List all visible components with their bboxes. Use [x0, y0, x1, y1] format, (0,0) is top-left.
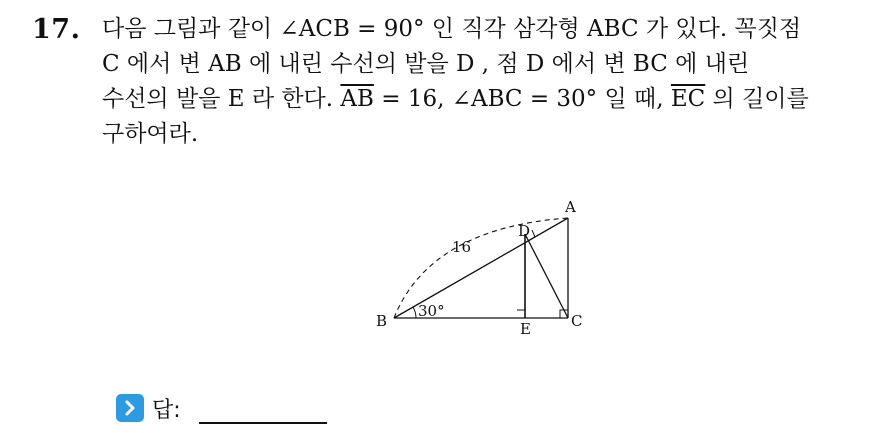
right-angle-mark-e	[517, 310, 525, 318]
label-d: D	[518, 222, 531, 240]
label-angle-30: 30°	[418, 302, 445, 320]
problem-text-segment: 의 길이를	[705, 86, 809, 112]
problem-statement	[102, 12, 872, 152]
problem-text-segment: 다음 그림과 같이 ∠ACB = 90° 인 직각 삼각형 ABC 가 있다. 꼭짓점	[102, 16, 802, 42]
problem-line-2	[102, 47, 872, 82]
label-c: C	[571, 312, 583, 330]
segment-ab-notation: $\overline{AB}$	[340, 86, 374, 112]
label-a: A	[565, 198, 576, 216]
label-b: B	[376, 312, 388, 330]
problem-line-3	[102, 82, 872, 117]
label-length-16: 16	[452, 238, 472, 256]
problem-text-segment: 수선의 발을 E 라 한다.	[102, 86, 341, 112]
answer-row	[116, 392, 327, 424]
triangle-figure	[360, 188, 620, 348]
problem-number: 17.	[32, 14, 81, 45]
label-e: E	[520, 320, 531, 338]
segment-ec-notation: $\overline{EC}$	[670, 86, 706, 112]
chevron-right-icon	[116, 394, 144, 422]
problem-line-4	[102, 117, 872, 152]
problem-text-segment: = 16, ∠ABC = 30° 일 때,	[373, 86, 671, 112]
problem-text-segment: 구하여라.	[102, 121, 199, 147]
triangle-diagram	[360, 188, 620, 348]
answer-input-blank[interactable]	[199, 394, 327, 424]
problem-line-1	[102, 12, 872, 47]
segment-cd	[525, 234, 568, 318]
problem-text-segment: C 에서 변 AB 에 내린 수선의 발을 D , 점 D 에서 변 BC 에 내린	[102, 51, 750, 77]
answer-label: 답:	[152, 397, 181, 423]
angle-arc-b	[413, 307, 416, 318]
